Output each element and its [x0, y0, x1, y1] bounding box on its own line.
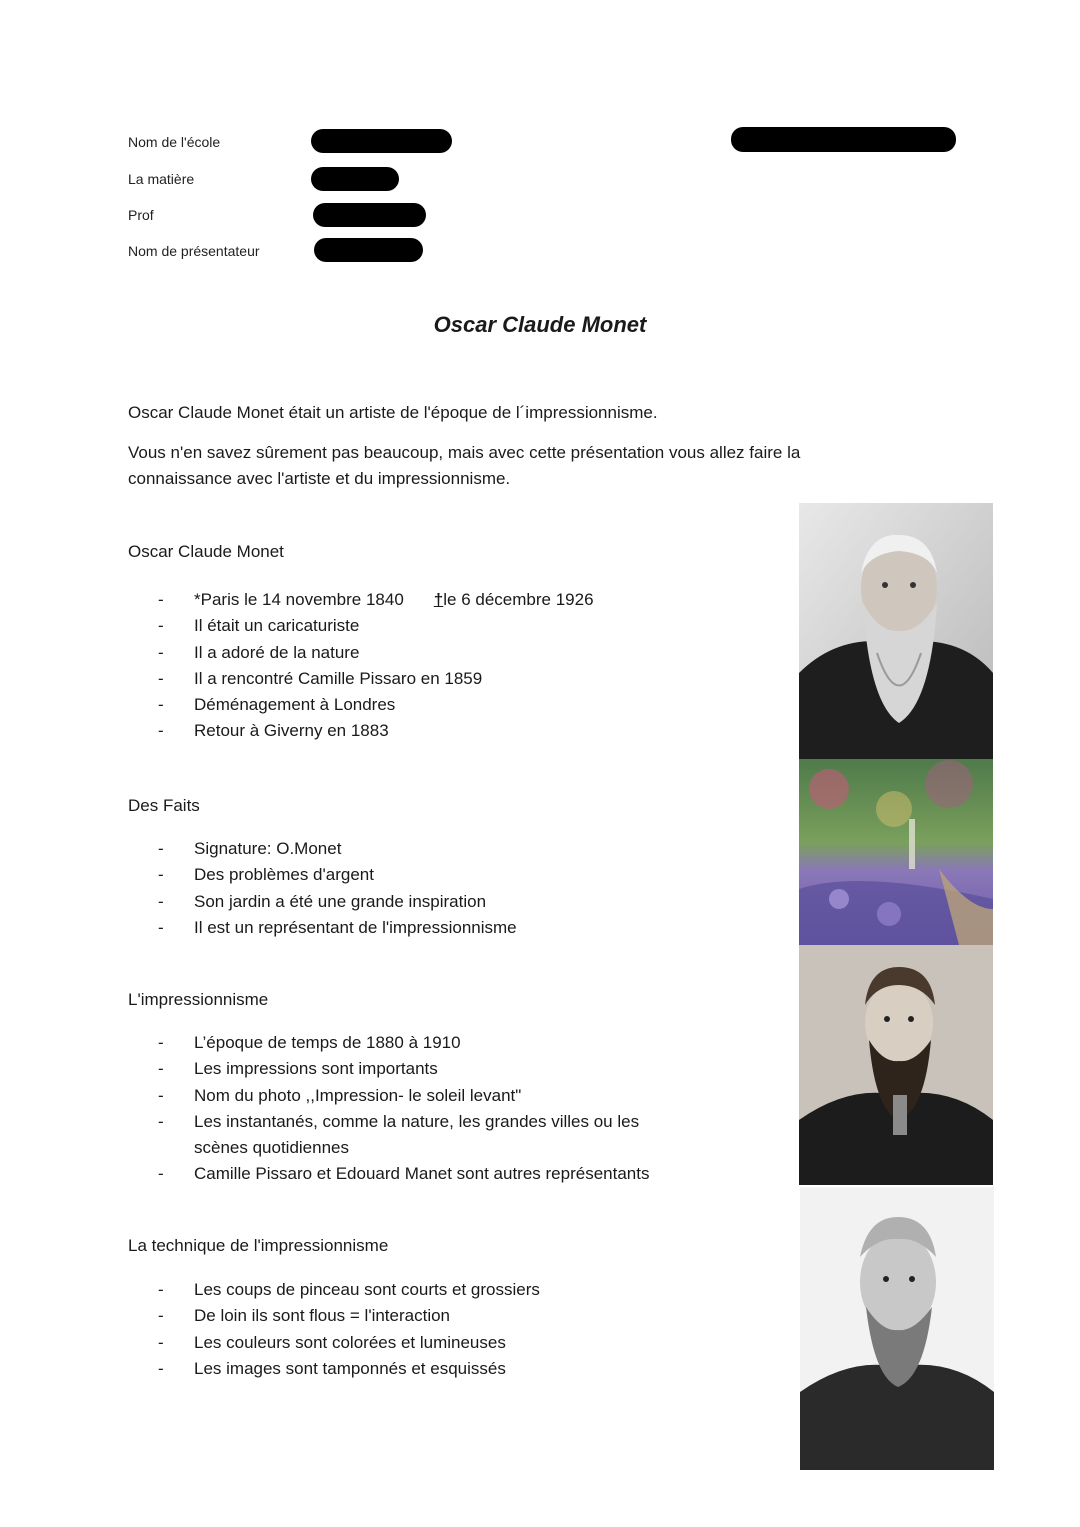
death-text-group — [434, 587, 594, 613]
list-item: - Les couleurs sont colorées et lumineuses — [158, 1330, 718, 1356]
list-biography — [158, 587, 718, 745]
list-item: - Les impressions sont importants — [158, 1056, 658, 1082]
death-cross-icon: † — [433, 590, 444, 609]
list-item: - L’époque de temps de 1880 à 1910 — [158, 1030, 658, 1056]
meta-label-presenter: Nom de présentateur — [128, 243, 260, 259]
list-item — [158, 587, 718, 613]
redaction-bar-date — [731, 127, 956, 152]
photo-manet-portrait — [799, 945, 993, 1185]
list-item: - Il est un représentant de l'impressionnisme — [158, 915, 718, 941]
meta-label-subject: La matière — [128, 171, 195, 187]
list-item: - Les images sont tamponnés et esquissés — [158, 1356, 718, 1382]
redaction-bar-teacher — [313, 203, 426, 227]
list-item: - Il a rencontré Camille Pissaro en 1859 — [158, 666, 718, 692]
death-text: le 6 décembre 1926 — [443, 590, 594, 609]
photo-pissaro-portrait — [800, 1187, 994, 1470]
page-title: Oscar Claude Monet — [433, 312, 647, 337]
redaction-bar-school — [311, 129, 452, 153]
list-technique — [158, 1277, 718, 1382]
photo-monet-portrait — [799, 503, 993, 759]
list-item: - Nom du photo ,,Impression- le soleil levant" — [158, 1083, 658, 1109]
list-item: - Il a adoré de la nature — [158, 640, 718, 666]
list-item: - De loin ils sont flous = l'interaction — [158, 1303, 718, 1329]
redaction-bar-presenter — [314, 238, 423, 262]
list-item: - Son jardin a été une grande inspiration — [158, 889, 718, 915]
birth-text: *Paris le 14 novembre 1840 — [194, 590, 404, 609]
redaction-bar-subject — [311, 167, 399, 191]
section-title-impressionism: L'impressionnisme — [128, 990, 269, 1009]
list-item: - Il était un caricaturiste — [158, 613, 718, 639]
meta-label-school: Nom de l'école — [128, 134, 221, 150]
photo-monet-garden-painting — [799, 759, 993, 945]
list-item: - Retour à Giverny en 1883 — [158, 718, 718, 744]
list-item: - Les coups de pinceau sont courts et grossiers — [158, 1277, 718, 1303]
list-item: - Camille Pissaro et Edouard Manet sont autres représentants — [158, 1161, 658, 1187]
list-item: - Des problèmes d'argent — [158, 862, 718, 888]
portrait-icon — [799, 503, 993, 759]
painting-icon — [799, 759, 993, 945]
list-facts — [158, 836, 718, 941]
list-impressionism — [158, 1030, 658, 1188]
portrait-icon — [799, 945, 993, 1185]
section-title-biography: Oscar Claude Monet — [128, 542, 284, 561]
intro-paragraph-1: Oscar Claude Monet était un artiste de l'époque de l´impressionnisme. — [128, 403, 658, 422]
intro-paragraph-2: Vous n'en savez sûrement pas beaucoup, mais avec cette présentation vous allez faire la connaissance avec l'artiste et du impressionnisme. — [128, 443, 801, 488]
portrait-icon — [800, 1187, 994, 1470]
list-item: - Les instantanés, comme la nature, les grandes villes ou les scènes quotidiennes — [158, 1109, 658, 1162]
meta-label-teacher: Prof — [128, 207, 154, 223]
list-item: - Déménagement à Londres — [158, 692, 718, 718]
list-item: - Signature: O.Monet — [158, 836, 718, 862]
section-title-technique: La technique de l'impressionnisme — [128, 1236, 389, 1255]
section-title-facts: Des Faits — [128, 796, 200, 815]
